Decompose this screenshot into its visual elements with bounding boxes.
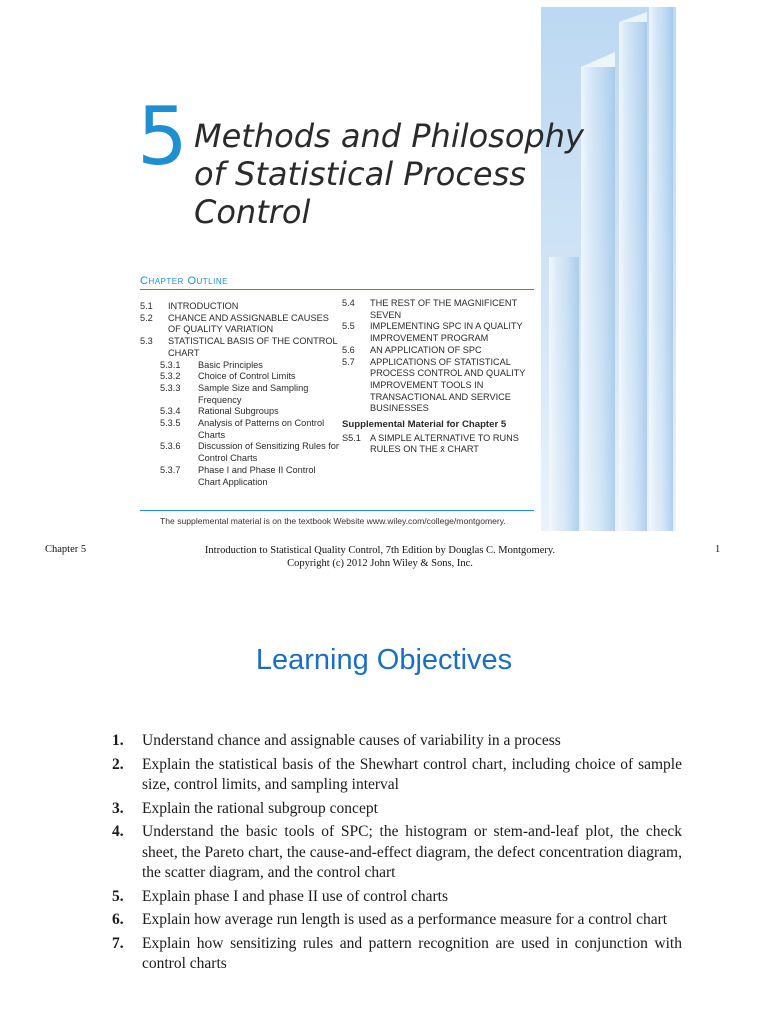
footer-citation-line2: Copyright (c) 2012 John Wiley & Sons, Inc.	[287, 558, 473, 569]
learning-objectives-title: Learning Objectives	[255, 644, 513, 676]
outline-item-number: 5.6	[342, 344, 355, 355]
objective-text: Explain how sensitizing rules and pattern recognition are used in conjunction with control charts	[142, 934, 682, 972]
footer-citation	[150, 544, 610, 570]
outline-item-text: INTRODUCTION	[168, 301, 239, 311]
outline-item	[140, 371, 340, 383]
objective-number: 6.	[112, 911, 124, 928]
outline-item-text: THE REST OF THE MAGNIFICENT SEVEN	[370, 298, 518, 320]
footnote: The supplemental material is on the textbook Website www.wiley.com/college/montgomery.	[160, 516, 506, 526]
objective-item	[112, 934, 682, 975]
objective-number: 1.	[112, 732, 124, 749]
footer-citation-line1: Introduction to Statistical Quality Control, 7th Edition by Douglas C. Montgomery.	[204, 545, 556, 556]
objective-number: 4.	[112, 823, 124, 840]
outline-item-text: Sample Size and Sampling Frequency	[198, 382, 309, 405]
objective-text: Explain the rational subgroup concept	[142, 799, 378, 817]
objective-text: Explain phase I and phase II use of control charts	[142, 887, 449, 905]
objective-item	[112, 755, 682, 796]
outline-item	[342, 357, 538, 416]
outline-item-number: 5.3.7	[160, 464, 181, 475]
outline-item-text: IMPLEMENTING SPC IN A QUALITY IMPROVEMENT PROGRAM	[370, 321, 523, 344]
outline-item	[140, 465, 340, 488]
outline-item-number: 5.3.3	[160, 382, 181, 393]
outline-item	[140, 406, 340, 418]
outline-item-number: 5.3.1	[160, 359, 181, 370]
objective-text: Understand the basic tools of SPC; the histogram or stem-and-leaf plot, the check sheet, the Pareto chart, the cause-and-effect diagram, the defect concentration diagram, the scatter diagram, and the control chart	[142, 823, 682, 881]
outline-item	[342, 298, 538, 321]
objective-text: Understand chance and assignable causes of variability in a process	[142, 732, 561, 749]
outline-item-text: CHANCE AND ASSIGNABLE CAUSES OF QUALITY VARIATION	[168, 312, 329, 335]
objective-item	[112, 887, 682, 908]
outline-item-number: 5.4	[342, 298, 355, 308]
objective-number: 5.	[112, 887, 124, 905]
chapter-title: Methods and Philosophy of Statistical Process Control	[194, 117, 584, 231]
outline-item-text: A SIMPLE ALTERNATIVE TO RUNS RULES ON THE x̄ CHART	[370, 432, 519, 455]
chapter-cover	[110, 7, 676, 531]
decorative-glass-columns	[541, 7, 676, 531]
objective-text: Explain the statistical basis of the Shewhart control chart, including choice of sample size, control limits, and sampling interval	[142, 755, 682, 793]
outline-item-number: 5.3.6	[160, 441, 181, 452]
outline-item	[342, 433, 538, 456]
outline-item-number: 5.3.5	[160, 418, 181, 429]
outline-item-number: 5.3.4	[160, 406, 181, 417]
footnote-rule	[140, 510, 534, 511]
outline-item	[140, 301, 340, 313]
outline-item	[140, 418, 340, 441]
outline-item	[140, 336, 340, 359]
objective-item	[112, 799, 682, 820]
outline-item	[342, 321, 538, 344]
supplemental-heading: Supplemental Material for Chapter 5	[342, 419, 507, 431]
outline-left-column	[140, 301, 340, 488]
outline-item-number: 5.3.2	[160, 371, 181, 382]
outline-item-number: S5.1	[342, 432, 361, 443]
outline-item-text: Basic Principles	[198, 359, 263, 370]
outline-item	[140, 313, 340, 336]
outline-item-text: Analysis of Patterns on Control Charts	[198, 418, 325, 440]
outline-item-text: STATISTICAL BASIS OF THE CONTROL CHART	[168, 336, 338, 358]
outline-item-text: Choice of Control Limits	[198, 371, 296, 382]
footer-chapter: Chapter 5	[45, 544, 87, 555]
outline-item-number: 5.1	[140, 301, 153, 311]
objective-item	[112, 731, 682, 752]
outline-item-text: APPLICATIONS OF STATISTICAL PROCESS CONTROL AND QUALITY IMPROVEMENT TOOLS IN TRANSACTIONAL AND SERVICE BUSINESSES	[370, 356, 526, 414]
outline-item-text: Rational Subgroups	[198, 406, 279, 417]
outline-item-number: 5.7	[342, 356, 355, 367]
chapter-number: 5	[137, 90, 186, 183]
outline-item-text: Phase I and Phase II Control Chart Application	[198, 464, 316, 487]
outline-item	[140, 441, 340, 464]
objectives-list	[112, 731, 682, 978]
objective-item	[112, 910, 682, 931]
outline-item-number: 5.3	[140, 336, 153, 347]
outline-item-number: 5.5	[342, 321, 355, 332]
footer-page-number: 1	[715, 544, 721, 555]
outline-item-number: 5.2	[140, 312, 153, 323]
outline-item	[140, 383, 340, 406]
outline-rule	[140, 289, 534, 290]
outline-item	[342, 345, 538, 357]
objective-text: Explain how average run length is used as a performance measure for a control chart	[142, 911, 668, 928]
outline-item	[140, 360, 340, 372]
outline-item-text: AN APPLICATION OF SPC	[370, 344, 482, 355]
objective-item	[112, 822, 682, 884]
objective-number: 2.	[112, 755, 124, 773]
objective-number: 7.	[112, 934, 124, 952]
objective-number: 3.	[112, 799, 124, 817]
outline-item-text: Discussion of Sensitizing Rules for Control Charts	[198, 441, 339, 464]
outline-right-column	[342, 298, 538, 456]
outline-heading: Chapter Outline	[140, 275, 228, 287]
